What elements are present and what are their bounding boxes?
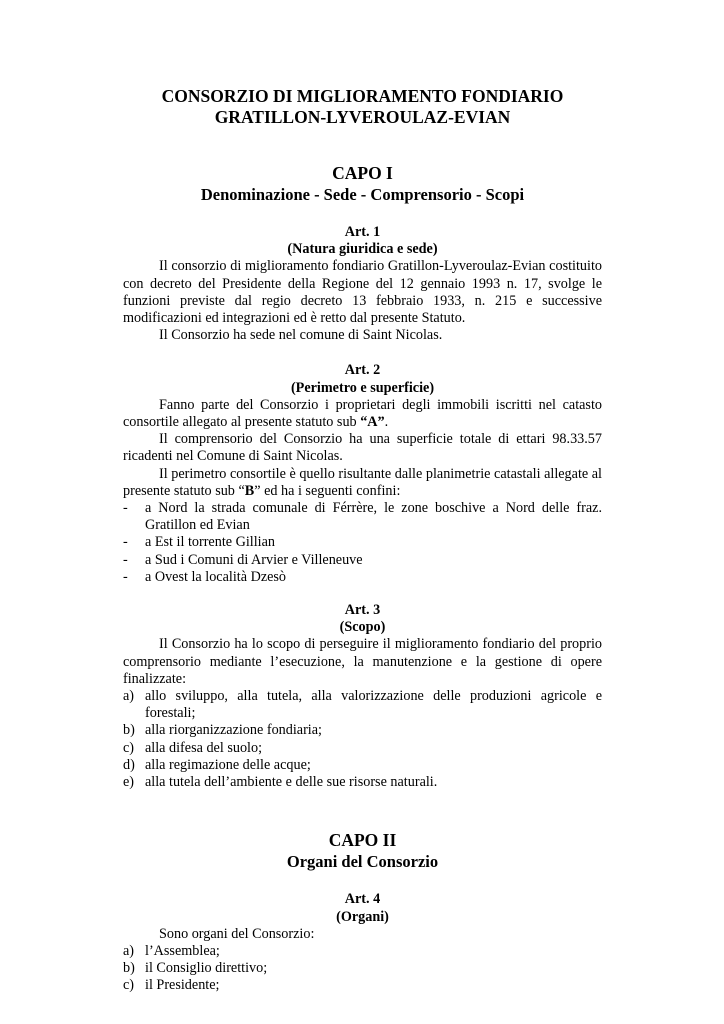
list-item bbox=[123, 943, 602, 960]
list-marker: - bbox=[123, 568, 128, 585]
list-item-text: alla regimazione delle acque; bbox=[145, 756, 311, 773]
list-item bbox=[123, 569, 602, 586]
list-item bbox=[123, 534, 602, 551]
confini-list bbox=[123, 500, 602, 586]
list-item bbox=[123, 757, 602, 774]
list-marker: c) bbox=[123, 739, 135, 756]
list-marker: - bbox=[123, 500, 128, 517]
list-marker: c) bbox=[123, 977, 135, 994]
article-3-number: Art. 3 bbox=[344, 602, 381, 619]
list-item-text: alla riorganizzazione fondiaria; bbox=[145, 722, 322, 739]
list-marker: b) bbox=[123, 722, 135, 739]
list-item bbox=[123, 722, 602, 739]
capo2-subtitle: Organi del Consorzio bbox=[286, 852, 439, 872]
article-1-paragraph-1: Il consorzio di miglioramento fondiario Gratillon-Lyveroulaz-Evian costituito con decreto del Presidente della Regione del 12 gennaio 1993 n. 17, svolge le funzioni previste dal regio decreto 13 febbraio 1933, n. 215 e successive modificazioni ed integrazioni ed è retto dal presente Statuto. bbox=[123, 258, 602, 327]
article-1-number: Art. 1 bbox=[344, 224, 381, 240]
list-marker: b) bbox=[123, 960, 135, 977]
document-body bbox=[123, 86, 602, 995]
list-item bbox=[123, 500, 602, 534]
article-2-number: Art. 2 bbox=[344, 362, 381, 379]
list-marker: - bbox=[123, 551, 128, 568]
article-2-paragraph-3-end: ” ed ha i seguenti confini: bbox=[254, 482, 401, 499]
article-2-paragraph-1-end: . bbox=[384, 414, 389, 431]
article-1-title: (Natura giuridica e sede) bbox=[287, 241, 438, 258]
organi-list bbox=[123, 943, 602, 995]
list-item bbox=[123, 960, 602, 977]
list-marker: a) bbox=[123, 688, 135, 705]
list-item-text: alla difesa del suolo; bbox=[145, 739, 263, 756]
list-item-text: a Sud i Comuni di Arvier e Villeneuve bbox=[145, 551, 363, 568]
article-2 bbox=[123, 362, 602, 586]
article-1 bbox=[123, 224, 602, 344]
article-2-paragraph-1-text: Fanno parte del Consorzio i proprietari degli immobili iscritti nel catasto consortile allegato al presente statuto sub bbox=[123, 396, 602, 431]
article-3-title: (Scopo) bbox=[339, 619, 386, 636]
list-item-text: a Nord la strada comunale di Férrère, le zone boschive a Nord delle fraz. Gratillon ed Evian bbox=[145, 500, 602, 534]
article-4-number: Art. 4 bbox=[344, 891, 381, 908]
list-item bbox=[123, 740, 602, 757]
list-item bbox=[123, 774, 602, 791]
list-item bbox=[123, 977, 602, 994]
annex-b-ref: B bbox=[244, 482, 255, 499]
list-item-text: a Est il torrente Gillian bbox=[145, 534, 276, 551]
annex-a-ref: “A” bbox=[360, 414, 385, 431]
capo1-heading: CAPO I bbox=[332, 163, 393, 183]
list-marker: - bbox=[123, 534, 128, 551]
article-2-paragraph-2: Il comprensorio del Consorzio ha una superficie totale di ettari 98.33.57 ricadenti nel Comune di Saint Nicolas. bbox=[123, 431, 602, 465]
list-marker: a) bbox=[123, 942, 135, 959]
article-3-paragraph-1: Il Consorzio ha lo scopo di perseguire il miglioramento fondiario del proprio comprensorio mediante l’esecuzione, la manutenzione e la gestione di opere finalizzate: bbox=[123, 636, 602, 687]
article-3 bbox=[123, 602, 602, 791]
document-title-line2: GRATILLON-LYVEROULAZ-EVIAN bbox=[214, 107, 511, 127]
article-1-paragraph-2: Il Consorzio ha sede nel comune di Saint Nicolas. bbox=[159, 327, 443, 344]
article-2-paragraph-3-text: Il perimetro consortile è quello risultante dalle planimetrie catastali allegate al presente statuto sub “ bbox=[123, 465, 602, 499]
list-item-text: allo sviluppo, alla tutela, alla valorizzazione delle produzioni agricole e forestali; bbox=[145, 688, 602, 722]
article-4-paragraph-1: Sono organi del Consorzio: bbox=[159, 925, 315, 942]
list-marker: e) bbox=[123, 774, 135, 791]
list-item-text: l’Assemblea; bbox=[145, 942, 220, 959]
capo2-heading: CAPO II bbox=[328, 830, 397, 851]
article-2-title: (Perimetro e superficie) bbox=[290, 379, 435, 396]
scopo-list bbox=[123, 688, 602, 791]
article-4-title: (Organi) bbox=[336, 908, 389, 925]
list-item bbox=[123, 552, 602, 569]
list-item-text: alla tutela dell’ambiente e delle sue risorse naturali. bbox=[145, 774, 438, 791]
list-item-text: il Consiglio direttivo; bbox=[145, 960, 268, 977]
article-2-paragraph-3 bbox=[123, 466, 602, 500]
article-4 bbox=[123, 891, 602, 994]
list-item bbox=[123, 688, 602, 722]
capo1-subtitle: Denominazione - Sede - Comprensorio - Scopi bbox=[200, 185, 525, 204]
list-marker: d) bbox=[123, 756, 135, 773]
list-item-text: a Ovest la località Dzesò bbox=[145, 568, 287, 585]
list-item-text: il Presidente; bbox=[145, 977, 220, 994]
document-title-line1: CONSORZIO DI MIGLIORAMENTO FONDIARIO bbox=[161, 86, 564, 106]
article-2-paragraph-1 bbox=[123, 397, 602, 431]
